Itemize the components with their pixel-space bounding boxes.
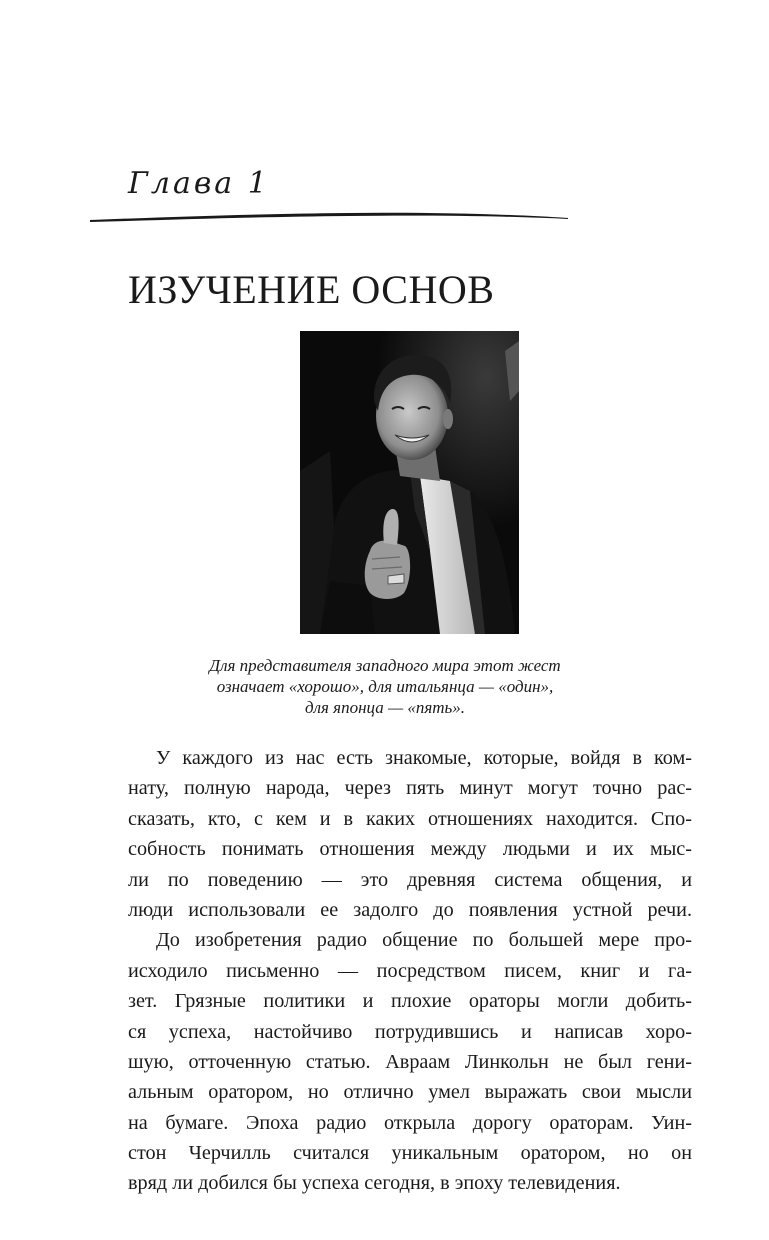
- chapter-label: Глава 1: [128, 166, 270, 201]
- paragraph-2-line: ся успеха, настойчиво потрудившись и написав хоро-: [128, 1020, 692, 1043]
- paragraph-2-line: шую, отточенную статью. Авраам Линкольн не был гени-: [128, 1050, 692, 1073]
- paragraph-1-line: ли по поведению — это древняя система общения, и: [128, 868, 692, 891]
- body-text: [128, 743, 692, 1199]
- paragraph-1-line: собность понимать отношения между людьми и их мыс-: [128, 838, 692, 861]
- paragraph-2-line: на бумаге. Эпоха радио открыла дорогу ораторам. Уин-: [128, 1111, 692, 1134]
- chapter-title: ИЗУЧЕНИЕ ОСНОВ: [128, 267, 495, 312]
- paragraph-1-line: люди использовали ее задолго до появления устной речи.: [128, 898, 692, 921]
- caption-line: означает «хорошо», для итальянца — «один»,: [216, 677, 554, 696]
- paragraph-1-line: сказать, кто, с кем и в каких отношениях находится. Спо-: [128, 807, 692, 830]
- paragraph-1-line: У каждого из нас есть знакомые, которые, войдя в ком-: [156, 747, 692, 769]
- caption-line: Для представителя западного мира этот жест: [209, 656, 561, 675]
- paragraph-2-line: стон Черчилль считался уникальным оратором, но он: [128, 1142, 692, 1165]
- paragraph-2-line: зет. Грязные политики и плохие ораторы могли добить-: [128, 990, 692, 1013]
- paragraph-2-line: До изобретения радио общение по большей мере про-: [156, 929, 692, 952]
- caption-line: для японца — «пять».: [305, 698, 465, 717]
- thumbs-up-photo: [300, 331, 519, 634]
- paragraph-2-line: вряд ли добился бы успеха сегодня, в эпоху телевидения.: [128, 1172, 621, 1195]
- paragraph-2-line: исходило письменно — посредством писем, книг и га-: [128, 959, 692, 982]
- paragraph-1-line: нату, полную народа, через пять минут могут точно рас-: [128, 777, 692, 800]
- photo-caption: [150, 655, 620, 718]
- paragraph-2-line: альным оратором, но отлично умел выражать свои мысли: [128, 1081, 692, 1104]
- chapter-divider: [88, 208, 570, 228]
